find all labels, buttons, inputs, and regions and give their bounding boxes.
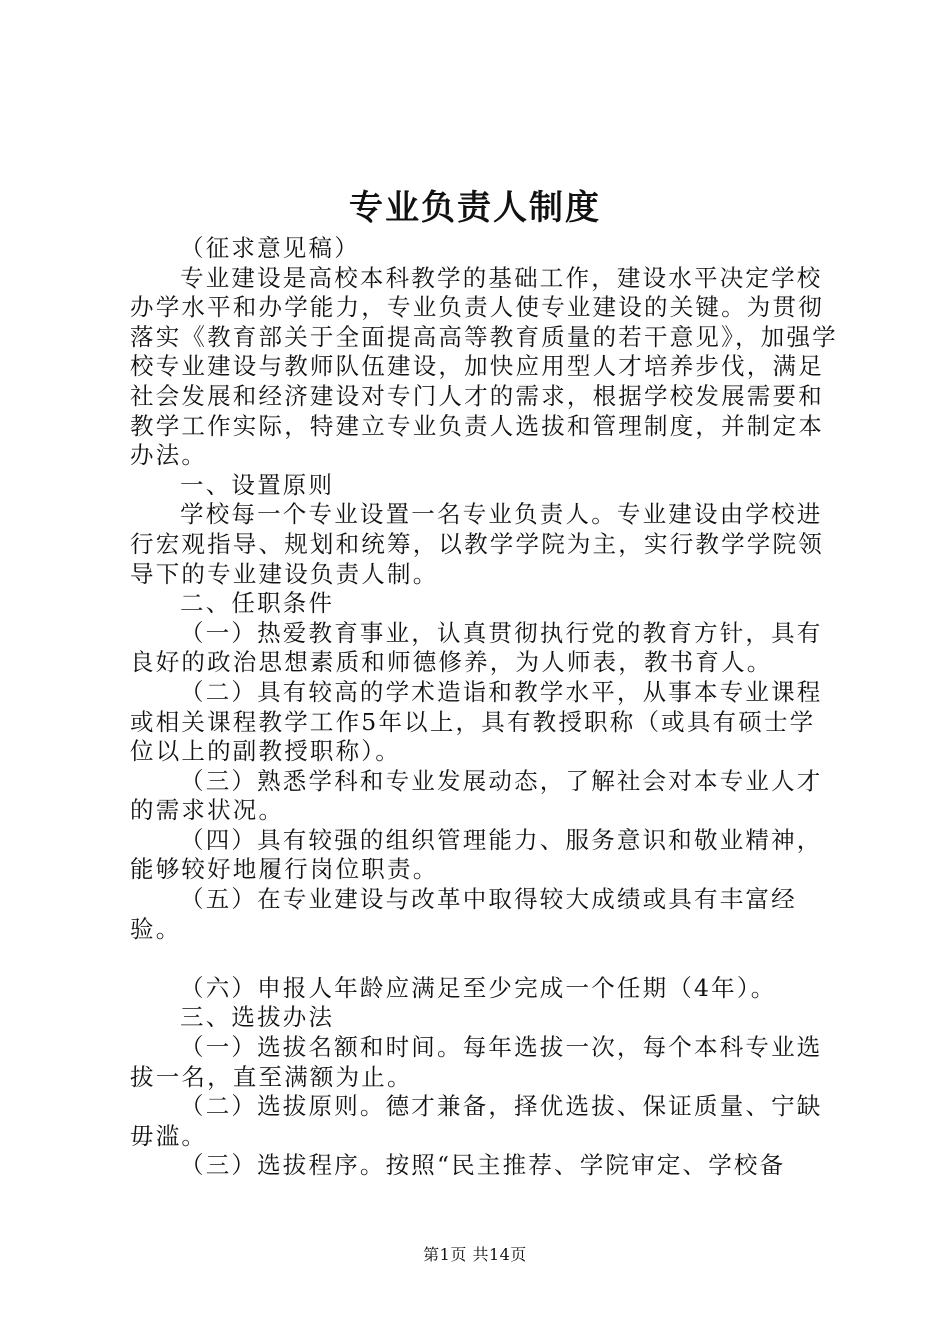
blank-line	[130, 944, 838, 974]
page-number: 第1页 共14页	[423, 1245, 527, 1264]
selection-item-3: （三）选拔程序。按照“民主推荐、学院审定、学校备	[180, 1151, 786, 1180]
section-1-paragraph: 学校每一个专业设置一名专业负责人。专业建设由学校进行宏观指导、规划和统筹，以教学学院为主，实行教学学院领导下的专业建设负责人制。	[130, 500, 824, 588]
condition-item-3: （三）熟悉学科和专业发展动态，了解社会对本专业人才的需求状况。	[130, 766, 823, 825]
condition-item-5: （五）在专业建设与改革中取得较大成绩或具有丰富经验。	[130, 885, 797, 943]
document-title: 专业负责人制度	[349, 188, 601, 228]
condition-item-6: （六）申报人年龄应满足至少完成一个任期（4年）。	[180, 973, 777, 1002]
selection-item-2: （二）选拔原则。德才兼备，择优选拔、保证质量、宁缺毋滥。	[130, 1092, 823, 1150]
condition-item-2: （二）具有较高的学术造诣和教学水平，从事本专业课程或相关课程教学工作5年以上，具有教授职称（或具有硕士学位以上的副教授职称）。	[130, 677, 823, 766]
section-heading-2: 二、任职条件	[180, 589, 335, 618]
intro-paragraph: 专业建设是高校本科教学的基础工作，建设水平决定学校办学水平和办学能力，专业负责人使专业建设的关键。为贯彻落实《教育部关于全面提高高等教育质量的若干意见》，加强学校专业建设与教师队伍建设，加快应用型人才培养步伐，满足社会发展和经济建设对专门人才的需求，根据学校发展需要和教学工作实际，特建立专业负责人选拔和管理制度，并制定本办法。	[130, 263, 838, 470]
section-heading-3: 三、选拔办法	[180, 1003, 335, 1032]
condition-item-1: （一）热爱教育事业，认真贯彻执行党的教育方针，具有良好的政治思想素质和师德修养，为人师表，教书育人。	[130, 618, 823, 677]
draft-note: （征求意见稿）	[180, 234, 360, 262]
selection-item-1: （一）选拔名额和时间。每年选拔一次，每个本科专业选拔一名，直至满额为止。	[130, 1033, 823, 1091]
section-heading-1: 一、设置原则	[180, 470, 335, 499]
condition-item-4: （四）具有较强的组织管理能力、服务意识和敬业精神，能够较好地履行岗位职责。	[130, 825, 823, 884]
document-body	[130, 234, 838, 1181]
